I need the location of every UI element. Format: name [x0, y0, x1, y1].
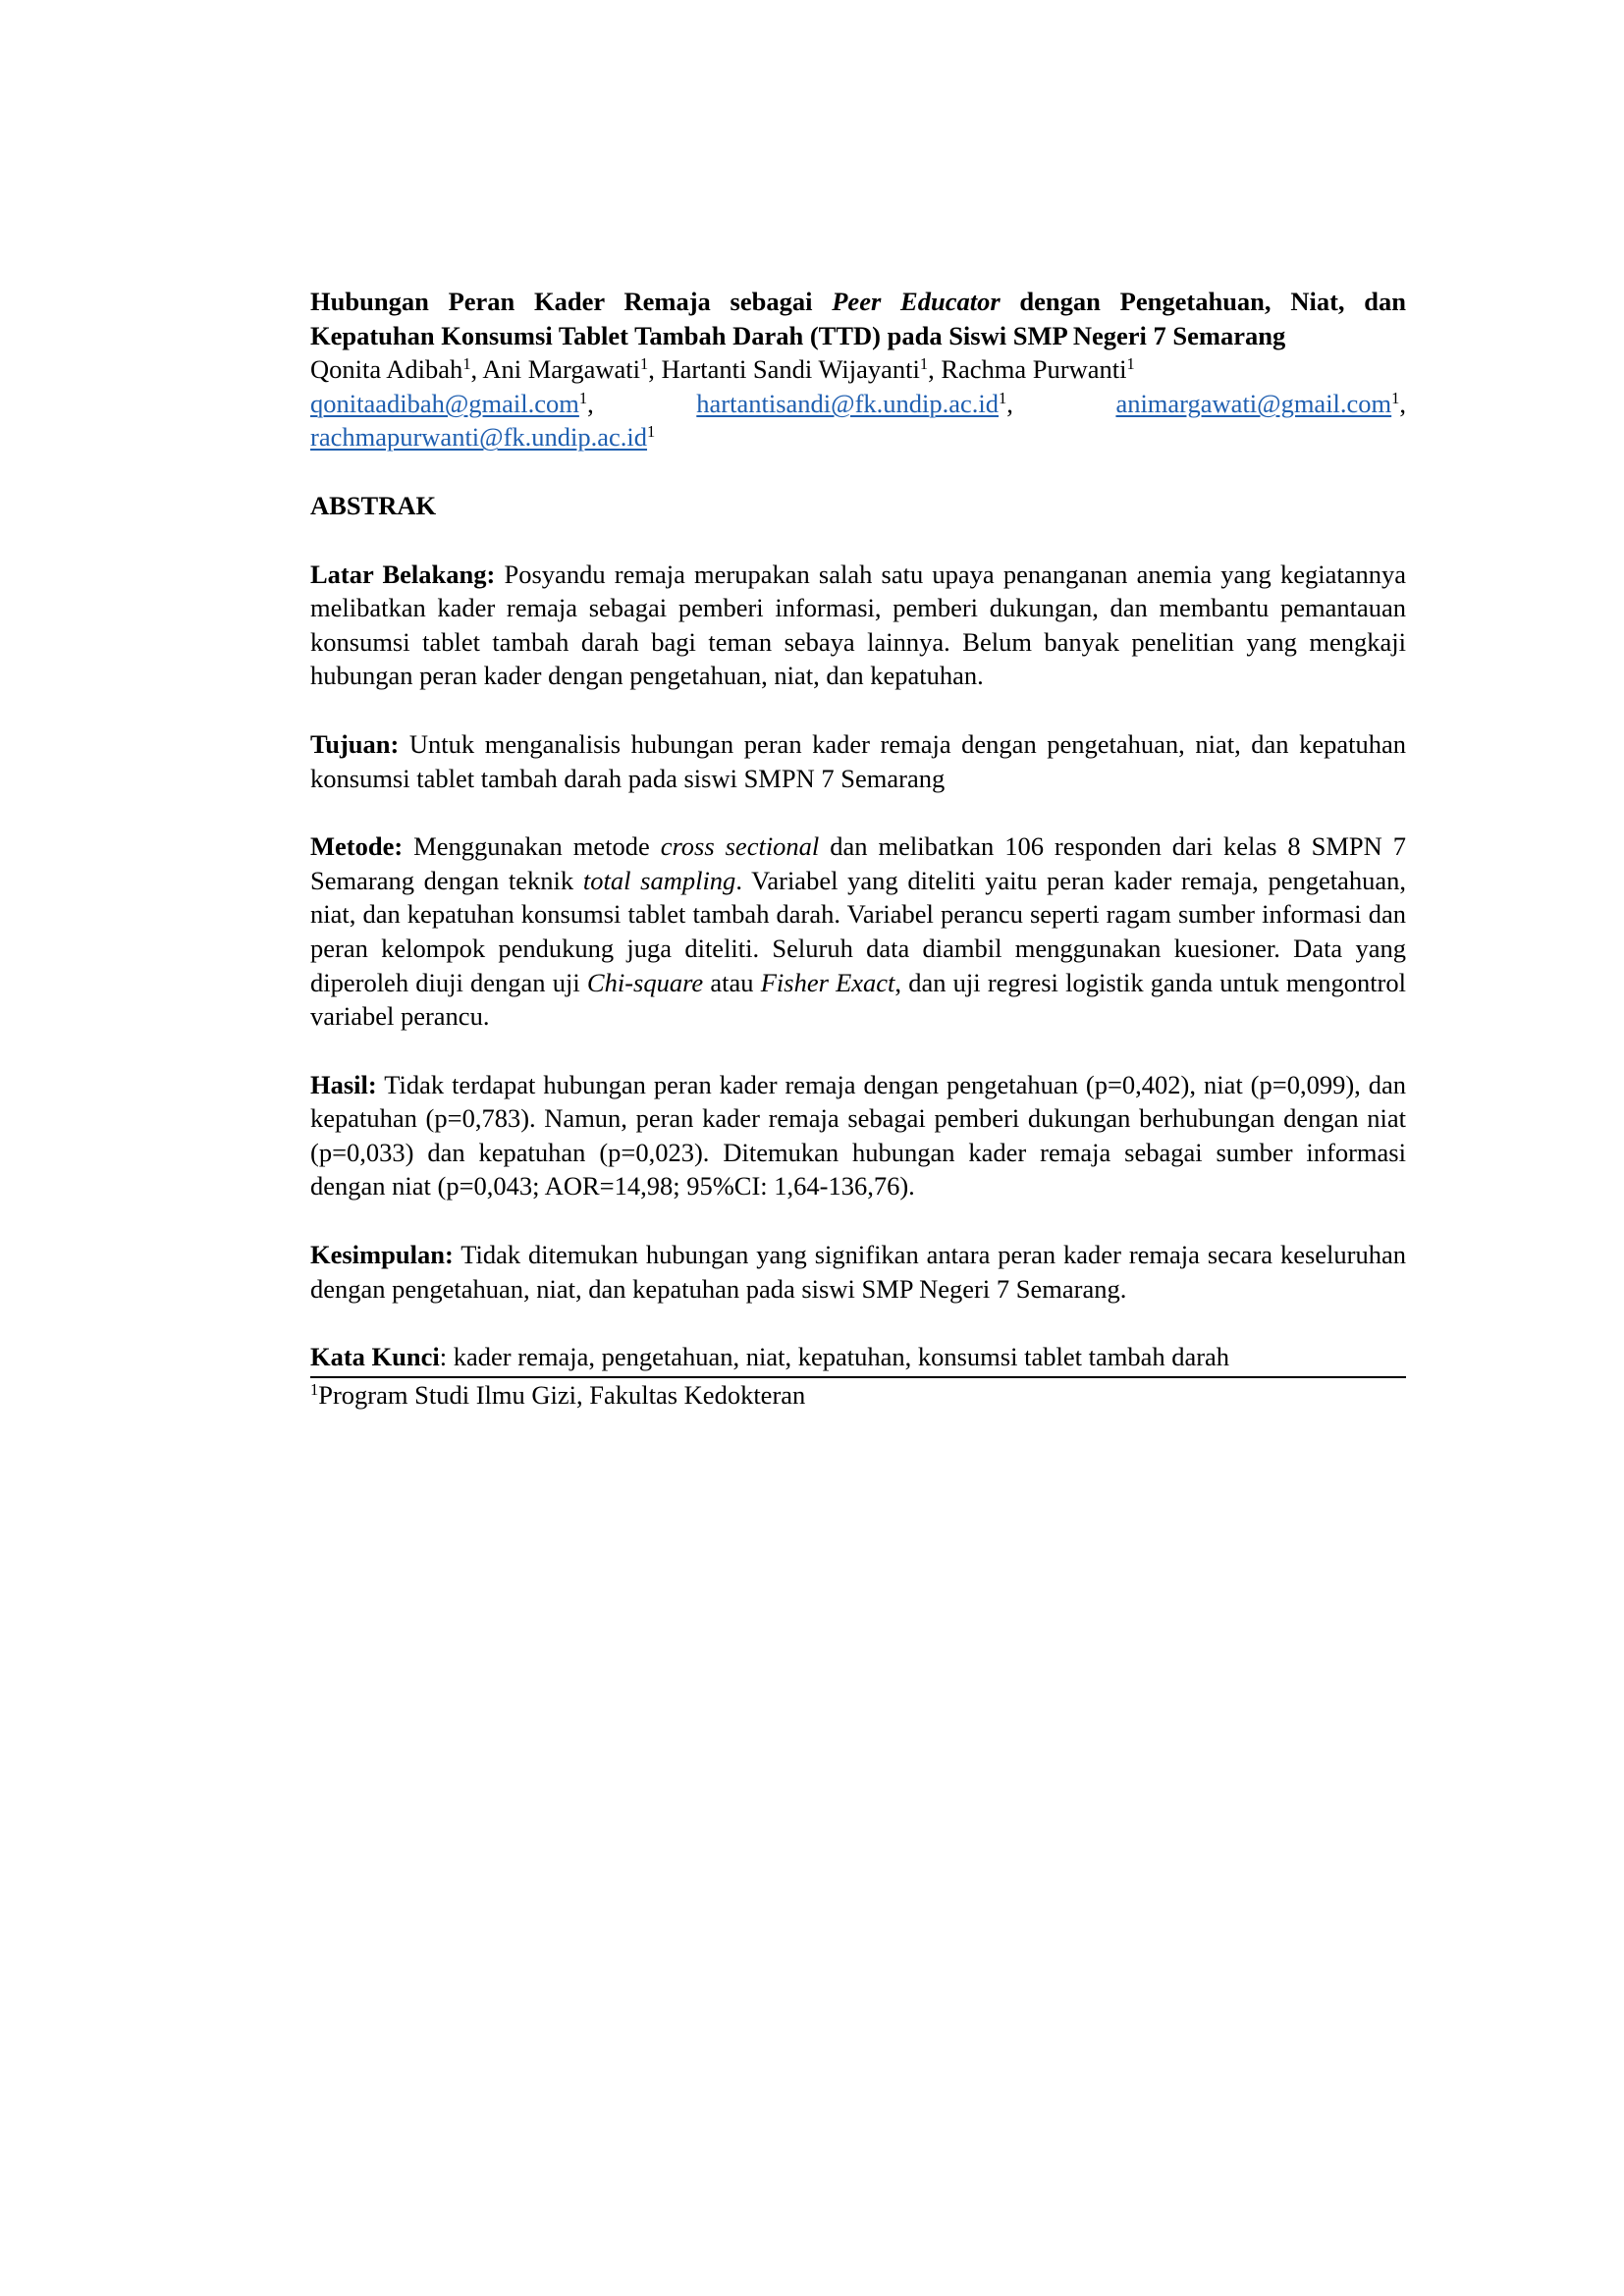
email-separator: ,	[1006, 388, 1116, 418]
conclusion-text: Tidak ditemukan hubungan yang signifikan antara peran kader remaja secara keseluruhan dengan pengetahuan, niat, dan kepatuhan pada siswi SMP Negeri 7 Semarang.	[310, 1240, 1406, 1304]
author-separator: ,	[928, 354, 942, 385]
objective-paragraph	[310, 727, 1406, 795]
title-part-2: dengan Pengetahuan, Niat, dan Kepatuhan Konsumsi Tablet Tambah Darah (TTD) pada Siswi SMP Negeri 7 Semarang	[310, 287, 1407, 350]
email-affiliation-marker: 1	[999, 388, 1007, 407]
author-affiliation-marker: 1	[1126, 354, 1135, 374]
results-paragraph	[310, 1068, 1406, 1203]
method-label: Metode:	[310, 831, 404, 862]
author-affiliation-marker: 1	[640, 354, 649, 374]
author-name: Qonita Adibah	[310, 354, 463, 385]
email-link[interactable]: rachmapurwanti@fk.undip.ac.id	[310, 422, 648, 453]
author-separator: ,	[648, 354, 662, 385]
method-text: , dan uji regresi logistik ganda untuk mengontrol variabel perancu.	[310, 967, 1406, 1032]
method-text: Menggunakan metode	[403, 831, 661, 862]
results-text: Tidak terdapat hubungan peran kader remaja dengan pengetahuan (p=0,402), niat (p=0,099), dan kepatuhan (p=0,783). Namun, peran kader remaja sebagai pemberi dukungan berhubungan dengan niat (p=0,033) dan kepatuhan (p=0,023). Ditemukan hubungan kader remaja sebagai sumber informasi dengan niat (p=0,043; AOR=14,98; 95%CI: 1,64-136,76).	[310, 1069, 1406, 1201]
abstract-heading: ABSTRAK	[310, 490, 437, 520]
method-term: Chi-square	[586, 967, 704, 997]
method-term: Fisher Exact	[760, 967, 895, 997]
author-list	[310, 352, 1406, 387]
email-link[interactable]: qonitaadibah@gmail.com	[310, 388, 579, 418]
method-term: cross sectional	[660, 831, 820, 862]
background-text: Posyandu remaja merupakan salah satu upaya penanganan anemia yang kegiatannya melibatkan kader remaja sebagai pemberi informasi, pemberi dukungan, dan membantu pemantauan konsumsi tablet tambah darah bagi teman sebaya lainnya. Belum banyak penelitian yang mengkaji hubungan peran kader dengan pengetahuan, niat, dan kepatuhan.	[310, 559, 1406, 691]
email-list	[310, 387, 1406, 454]
method-text: atau	[703, 967, 761, 997]
footnote-text: Program Studi Ilmu Gizi, Fakultas Kedokteran	[318, 1379, 806, 1410]
author-separator: ,	[470, 354, 483, 385]
email-link[interactable]: animargawati@gmail.com	[1115, 388, 1392, 418]
background-label: Latar Belakang:	[310, 559, 496, 589]
affiliation-footnote	[310, 1378, 1406, 1413]
email-separator: ,	[1399, 388, 1407, 418]
background-paragraph	[310, 558, 1406, 693]
objective-label: Tujuan:	[310, 728, 400, 759]
author-name: Ani Margawati	[482, 354, 641, 385]
objective-text: Untuk menganalisis hubungan peran kader remaja dengan pengetahuan, niat, dan kepatuhan konsumsi tablet tambah darah pada siswi SMPN 7 Semarang	[310, 728, 1406, 793]
email-separator: ,	[587, 388, 697, 418]
keywords-text: : kader remaja, pengetahuan, niat, kepatuhan, konsumsi tablet tambah darah	[439, 1342, 1230, 1372]
email-affiliation-marker: 1	[578, 388, 588, 407]
author-affiliation-marker: 1	[919, 354, 929, 374]
author-name: Hartanti Sandi Wijayanti	[661, 354, 920, 385]
author-affiliation-marker: 1	[462, 354, 471, 374]
abstract-page-column	[310, 285, 1406, 1412]
email-affiliation-marker: 1	[647, 422, 656, 442]
results-label: Hasil:	[310, 1069, 377, 1099]
email-link[interactable]: hartantisandi@fk.undip.ac.id	[696, 388, 1000, 418]
method-text: . Variabel yang diteliti yaitu peran kader remaja, pengetahuan, niat, dan kepatuhan konsumsi tablet tambah darah. Variabel perancu seperti ragam sumber informasi dan peran kelompok pendukung juga diteliti. Seluruh data diambil menggunakan kuesioner. Data yang diperoleh diuji dengan uji	[310, 865, 1406, 997]
footnote-marker: 1	[310, 1379, 319, 1399]
keywords-line	[310, 1340, 1406, 1376]
email-affiliation-marker: 1	[1391, 388, 1400, 407]
title-italic-term: Peer Educator	[832, 287, 1001, 316]
method-text: dan melibatkan 106 responden dari kelas 8 SMPN 7 Semarang dengan teknik	[310, 831, 1406, 895]
conclusion-label: Kesimpulan:	[310, 1240, 454, 1270]
author-name: Rachma Purwanti	[941, 354, 1127, 385]
conclusion-paragraph	[310, 1238, 1406, 1306]
method-paragraph	[310, 829, 1406, 1034]
title-part-1: Hubungan Peran Kader Remaja sebagai	[310, 287, 833, 316]
paper-title	[310, 285, 1406, 352]
method-term: total sampling	[582, 865, 736, 895]
keywords-label: Kata Kunci	[310, 1342, 440, 1372]
